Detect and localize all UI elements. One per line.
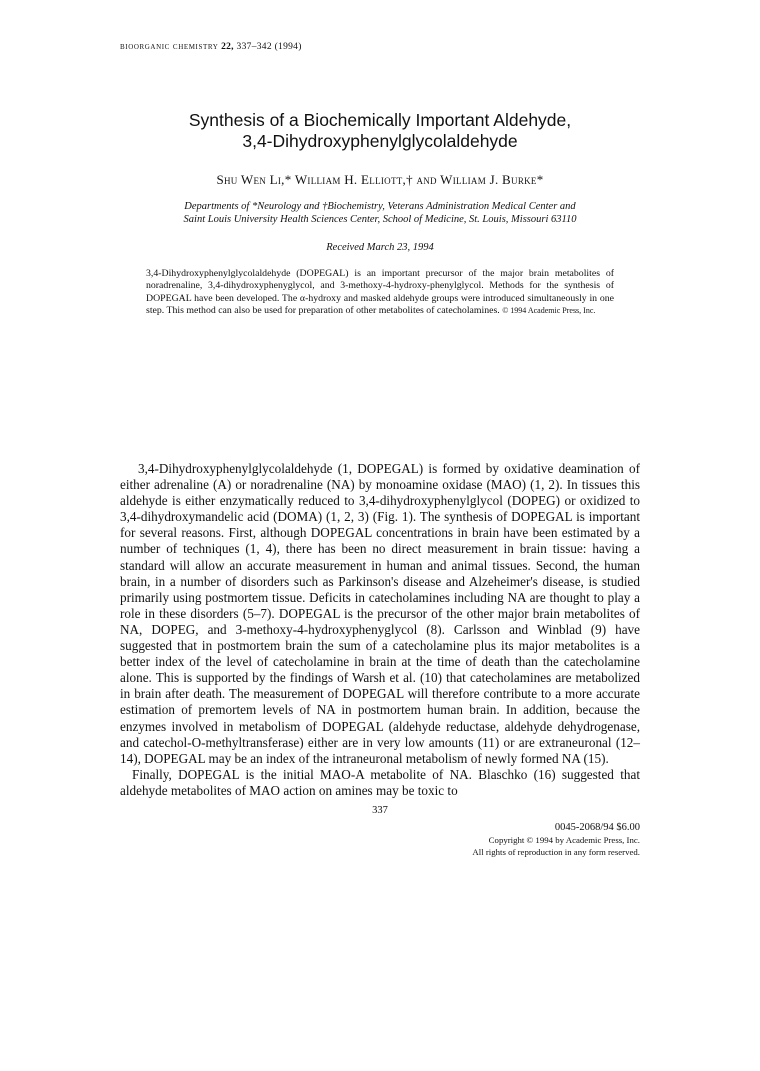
footer-rights: All rights of reproduction in any form reserved.: [472, 847, 640, 857]
abstract-text: 3,4-Dihydroxyphenylglycolaldehyde (DOPEGAL) is an important precursor of the major brain metabolites of noradrenaline, 3,4-dihydroxyphenyglycol, and 3-methoxy-4-hydroxy-phenylglycol. Methods for the synthesis of DOPEGAL have been developed. The α-hydroxy and masked aldehyde groups were introduced simultaneously in one step. This method can also be used for preparation of other metabolites of catecholamines.: [146, 268, 614, 317]
issn-price: 0045-2068/94 $6.00: [554, 822, 640, 833]
footer-copyright: Copyright © 1994 by Academic Press, Inc.: [488, 835, 640, 845]
journal-volume: 22,: [221, 42, 234, 52]
body-paragraph-1: 3,4-Dihydroxyphenylglycolaldehyde (1, DOPEGAL) is formed by oxidative deamination of either adrenaline (A) or noradrenaline (NA) by monoamine oxidase (MAO) (1, 2). In tissues this aldehyde is either enzymatically reduced to 3,4-dihydroxyphenylglycol (DOPEG) or oxidized to 3,4-dihydroxymandelic acid (DOMA) (1, 2, 3) (Fig. 1). The synthesis of DOPEGAL is important for several reasons. First, although DOPEGAL concentrations in brain have been estimated by a number of techniques (1, 4), there has been no direct measurement in brain tissue: having a standard will allow an accurate measurement in human and animal tissues. Second, the human brain, in a number of disorders such as Parkinson's disease and Alzeheimer's disease, is studied primarily using postmortem tissue. Deficits in catecholamines including NA are thought to play a role in these disorders (5–7). DOPEGAL is the precursor of the other major brain metabolites of NA, DOPEG, and 3-methoxy-4-hydroxyphenyglycol (8). Carlsson and Winblad (9) have suggested that in postmortem brain the sum of a catecholamine plus its major metabolites is a better index of the level of catecholamine in brain at the time of death than the catecholamine alone. This is supported by the findings of Warsh et al. (10) that catecholamines are metabolized in brain after death. The measurement of DOPEGAL will therefore contribute to a more accurate estimation of premortem levels of NA in postmortem human brain. In addition, because the enzymes involved in metabolism of DOPEGAL (aldehyde reductase, aldehyde dehydrogenase, and catechol-O-methyltransferase) either are in very low amounts (11) or are extraneuronal (12–14), DOPEGAL may be an index of the intraneuronal metabolism of newly formed NA (15).: [120, 461, 640, 766]
copyright-footer: [472, 822, 640, 858]
affiliation-line-1: Departments of *Neurology and †Biochemistry, Veterans Administration Medical Center and: [184, 201, 576, 212]
title-line-2: 3,4-Dihydroxyphenylglycolaldehyde: [242, 131, 518, 151]
title-line-1: Synthesis of a Biochemically Important Aldehyde,: [188, 110, 572, 130]
journal-name: bioorganic chemistry: [120, 42, 219, 52]
affiliation: [120, 200, 640, 226]
journal-pages-year: 337–342 (1994): [236, 42, 302, 52]
article-body: [120, 461, 640, 799]
author-list: Shu Wen Li,* William H. Elliott,† and William J. Burke*: [216, 172, 544, 187]
abstract: [146, 268, 614, 318]
running-head: [120, 42, 302, 52]
body-paragraph-2: Finally, DOPEGAL is the initial MAO-A metabolite of NA. Blaschko (16) suggested that aldehyde metabolites of MAO action on amines may be toxic to: [120, 766, 640, 798]
article-title: [120, 110, 640, 152]
page-number: 337: [372, 805, 388, 816]
affiliation-line-2: Saint Louis University Health Sciences Center, School of Medicine, St. Louis, Missouri 63110: [183, 214, 577, 225]
abstract-copyright: © 1994 Academic Press, Inc.: [502, 306, 596, 316]
received-date: Received March 23, 1994: [326, 242, 434, 253]
